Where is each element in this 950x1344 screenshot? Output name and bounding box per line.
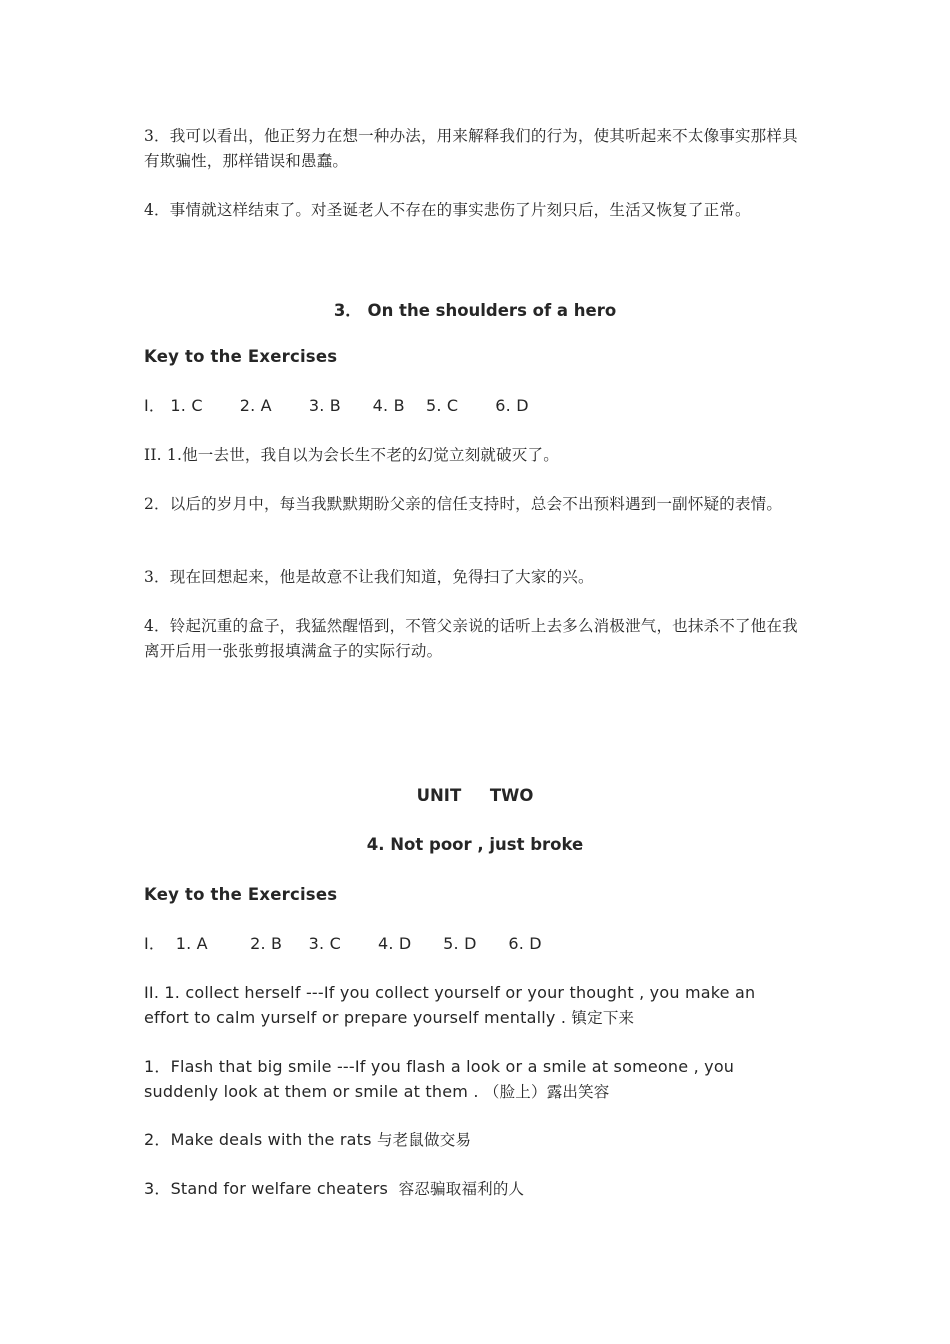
section-4-phrase-1 (144, 981, 800, 1030)
phrase-2-chinese: （脸上）露出笑容 (483, 1082, 610, 1101)
section-3-translation-2: 2．以后的岁月中，每当我默默期盼父亲的信任支持时，总会不出预料遇到一副怀疑的表情。 (144, 495, 783, 513)
section-4-title: 4. Not poor , just broke (366, 835, 584, 854)
phrase-3-english: 2．Make deals with the rats (144, 1130, 377, 1149)
phrase-1-english: II. 1. collect herself ---If you collect yourself or your thought , you make an effort to calm yurself or prepare yourself mentally . (144, 983, 756, 1027)
section-3-translation-4: 4．铃起沉重的盒子，我猛然醒悟到，不管父亲说的话听上去多么消极泄气，也抹杀不了他在我离开后用一张张剪报填满盒子的实际行动。 (144, 617, 798, 660)
section-4-phrase-2 (144, 1055, 800, 1104)
unit-two-title: UNIT TWO (416, 786, 534, 805)
phrase-4-english: 3．Stand for welfare cheaters (144, 1179, 399, 1198)
phrase-1-chinese: 镇定下来 (571, 1008, 635, 1027)
section-4-key-heading: Key to the Exercises (144, 885, 338, 904)
section-3-key-heading: Key to the Exercises (144, 347, 338, 366)
section-3-title: 3． On the shoulders of a hero (333, 301, 617, 320)
phrase-3-chinese: 与老鼠做交易 (376, 1131, 472, 1149)
section-3-translation-1: II. 1.他一去世，我自以为会长生不老的幻觉立刻就破灭了。 (144, 446, 559, 464)
section-3-translation-3: 3．现在回想起来，他是故意不让我们知道，免得扫了大家的兴。 (144, 568, 594, 586)
section-4-multiple-choice: I． 1. A 2. B 3. C 4. D 5. D 6. D (144, 934, 542, 953)
section-4-phrase-3 (144, 1128, 800, 1153)
section-4-phrase-4 (144, 1177, 800, 1202)
unit1-translation-4: 4．事情就这样结束了。对圣诞老人不存在的事实悲伤了片刻只后，生活又恢复了正常。 (144, 201, 751, 219)
section-3-multiple-choice: I． 1. C 2. A 3. B 4. B 5. C 6. D (144, 396, 529, 415)
phrase-2-english: 1．Flash that big smile ---If you flash a look or a smile at someone , you suddenly look at them or smile at them . (144, 1057, 735, 1101)
unit1-translation-3: 3．我可以看出，他正努力在想一种办法，用来解释我们的行为，使其听起来不太像事实那样具有欺骗性，那样错误和愚蠢。 (144, 127, 798, 170)
phrase-4-chinese: 容忍骗取福利的人 (398, 1180, 525, 1198)
